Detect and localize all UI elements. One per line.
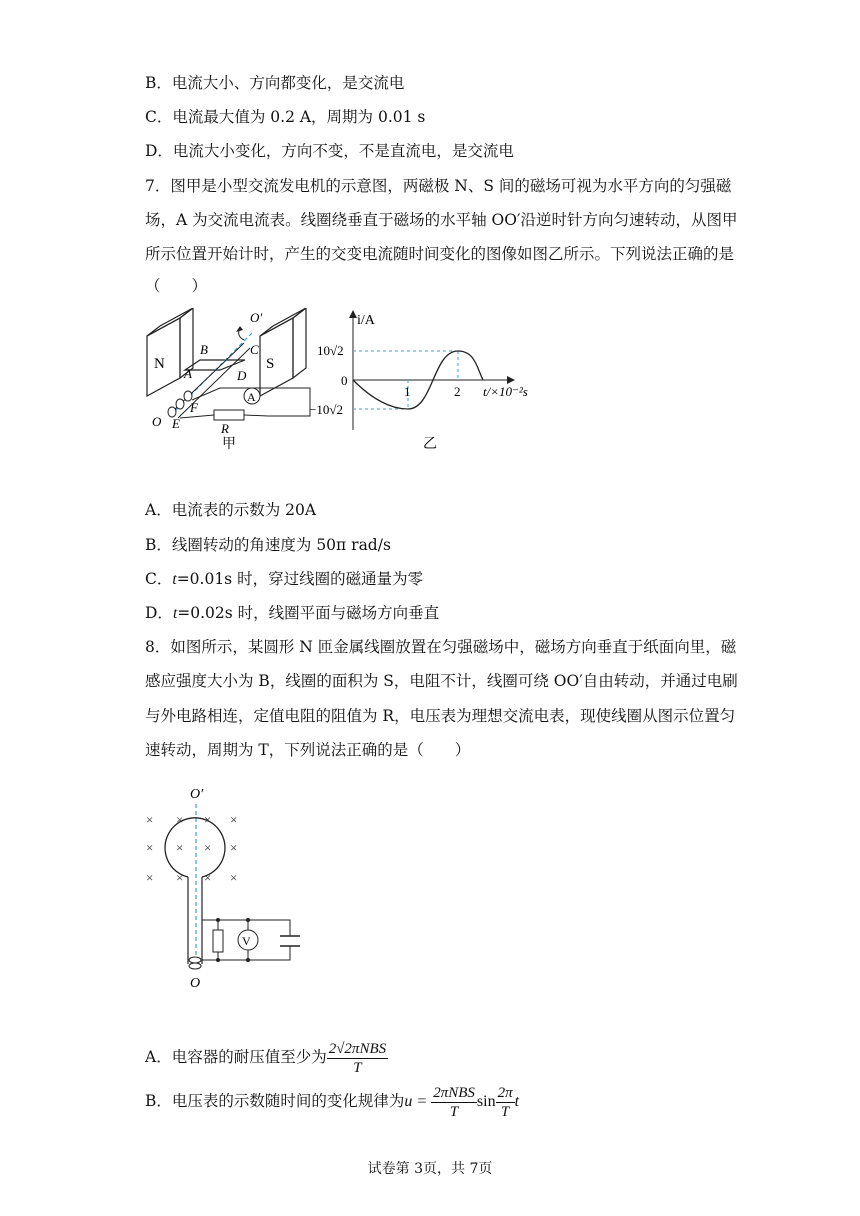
magnet-s-label: S	[266, 356, 275, 372]
q7-stem-line4: （ ）	[145, 277, 208, 295]
graph-y-label: i/A	[357, 313, 375, 328]
point-f: F	[190, 400, 198, 415]
q7-stem-line1: 7．图甲是小型交流发电机的示意图，两磁极 N、S 间的磁场可视为水平方向的匀强磁	[145, 177, 732, 195]
field-cross: ×	[176, 812, 184, 827]
graph-x-label: t/×10⁻²s	[483, 384, 528, 399]
field-cross: ×	[204, 870, 212, 885]
ammeter-label: A	[247, 390, 256, 404]
field-cross: ×	[146, 812, 154, 827]
field-cross: ×	[230, 840, 238, 855]
tick-x-1: 1	[404, 384, 411, 399]
resistor-label: R	[221, 421, 229, 436]
point-e: E	[172, 416, 180, 431]
field-cross: ×	[230, 812, 238, 827]
tick-top: 10√2	[317, 343, 344, 358]
figure-yi-caption: 乙	[423, 437, 437, 452]
field-cross: ×	[176, 840, 184, 855]
rotating-coil-figure	[140, 784, 310, 994]
q6-option-d: D．电流大小变化，方向不变，不是直流电，是交流电	[145, 142, 514, 160]
q8-option-a: A．电容器的耐压值至少为 $\frac{\text{2√2πNBS}}{T}$	[145, 1040, 387, 1076]
tick-bottom: −10√2	[309, 402, 343, 417]
q7-option-d: D．t=0.02s 时，线圈平面与磁场方向垂直	[145, 604, 440, 622]
magnet-n-label: N	[154, 356, 165, 372]
field-cross: ×	[204, 840, 212, 855]
voltmeter-label: V	[242, 934, 251, 948]
figure-jia-caption: 甲	[222, 437, 236, 452]
current-time-graph	[305, 308, 545, 458]
option-b-angular-fraction: $\frac{2\pi}{T}$	[497, 1084, 513, 1120]
q8-stem-line1: 8．如图所示，某圆形 N 匝金属线圈放置在匀强磁场中，磁场方向垂直于纸面向里，磁	[145, 638, 737, 656]
point-o: O	[152, 414, 162, 429]
option-a-fraction: $\frac{\text{2√2πNBS}}{T}$	[328, 1040, 387, 1076]
q8-option-b: B．电压表的示数随时间的变化规律为u = $\frac{\text{2πNBS}}{T}$ sin $\frac{2\pi}{T}$ t	[145, 1084, 520, 1120]
field-cross: ×	[204, 812, 212, 827]
q7-option-a: A．电流表的示数为 20A	[145, 501, 317, 519]
field-cross: ×	[230, 870, 238, 885]
q8-stem-line2: 感应强度大小为 B，线圈的面积为 S，电阻不计，线圈可绕 OO′自由转动，并通过电刷	[145, 672, 738, 690]
point-d: D	[237, 368, 247, 383]
option-b-fraction: $\frac{\text{2πNBS}}{T}$	[433, 1084, 475, 1120]
point-a: A	[184, 366, 192, 381]
q7-option-b: B．线圈转动的角速度为 50π rad/s	[145, 536, 391, 554]
q8-stem-line4: 速转动，周期为 T，下列说法正确的是（ ）	[145, 741, 471, 759]
tick-x-2: 2	[454, 384, 461, 399]
page-footer: 试卷第 3页，共 7页	[367, 1161, 493, 1177]
field-cross: ×	[146, 840, 154, 855]
q7-stem-line2: 场，A 为交流电流表。线圈绕垂直于磁场的水平轴 OO′沿逆时针方向匀速转动，从图甲	[145, 211, 738, 229]
field-cross: ×	[146, 870, 154, 885]
axis-o-label: O	[190, 976, 201, 991]
q7-option-c: C．t=0.01s 时，穿过线圈的磁通量为零	[145, 570, 424, 588]
axis-o-prime-label: O′	[190, 787, 204, 802]
field-cross: ×	[176, 870, 184, 885]
point-c: C	[250, 342, 259, 357]
point-b: B	[200, 342, 208, 357]
generator-figure	[140, 308, 320, 458]
q7-stem-line3: 所示位置开始计时，产生的交变电流随时间变化的图像如图乙所示。下列说法正确的是	[145, 245, 735, 263]
q8-stem-line3: 与外电路相连，定值电阻的阻值为 R，电压表为理想交流电表，现使线圈从图示位置匀	[145, 707, 736, 725]
q6-option-c: C．电流最大值为 0.2 A，周期为 0.01 s	[145, 108, 426, 126]
point-o-prime: O′	[250, 310, 263, 325]
q6-option-b: B．电流大小、方向都变化，是交流电	[145, 74, 405, 92]
tick-zero: 0	[341, 373, 348, 388]
